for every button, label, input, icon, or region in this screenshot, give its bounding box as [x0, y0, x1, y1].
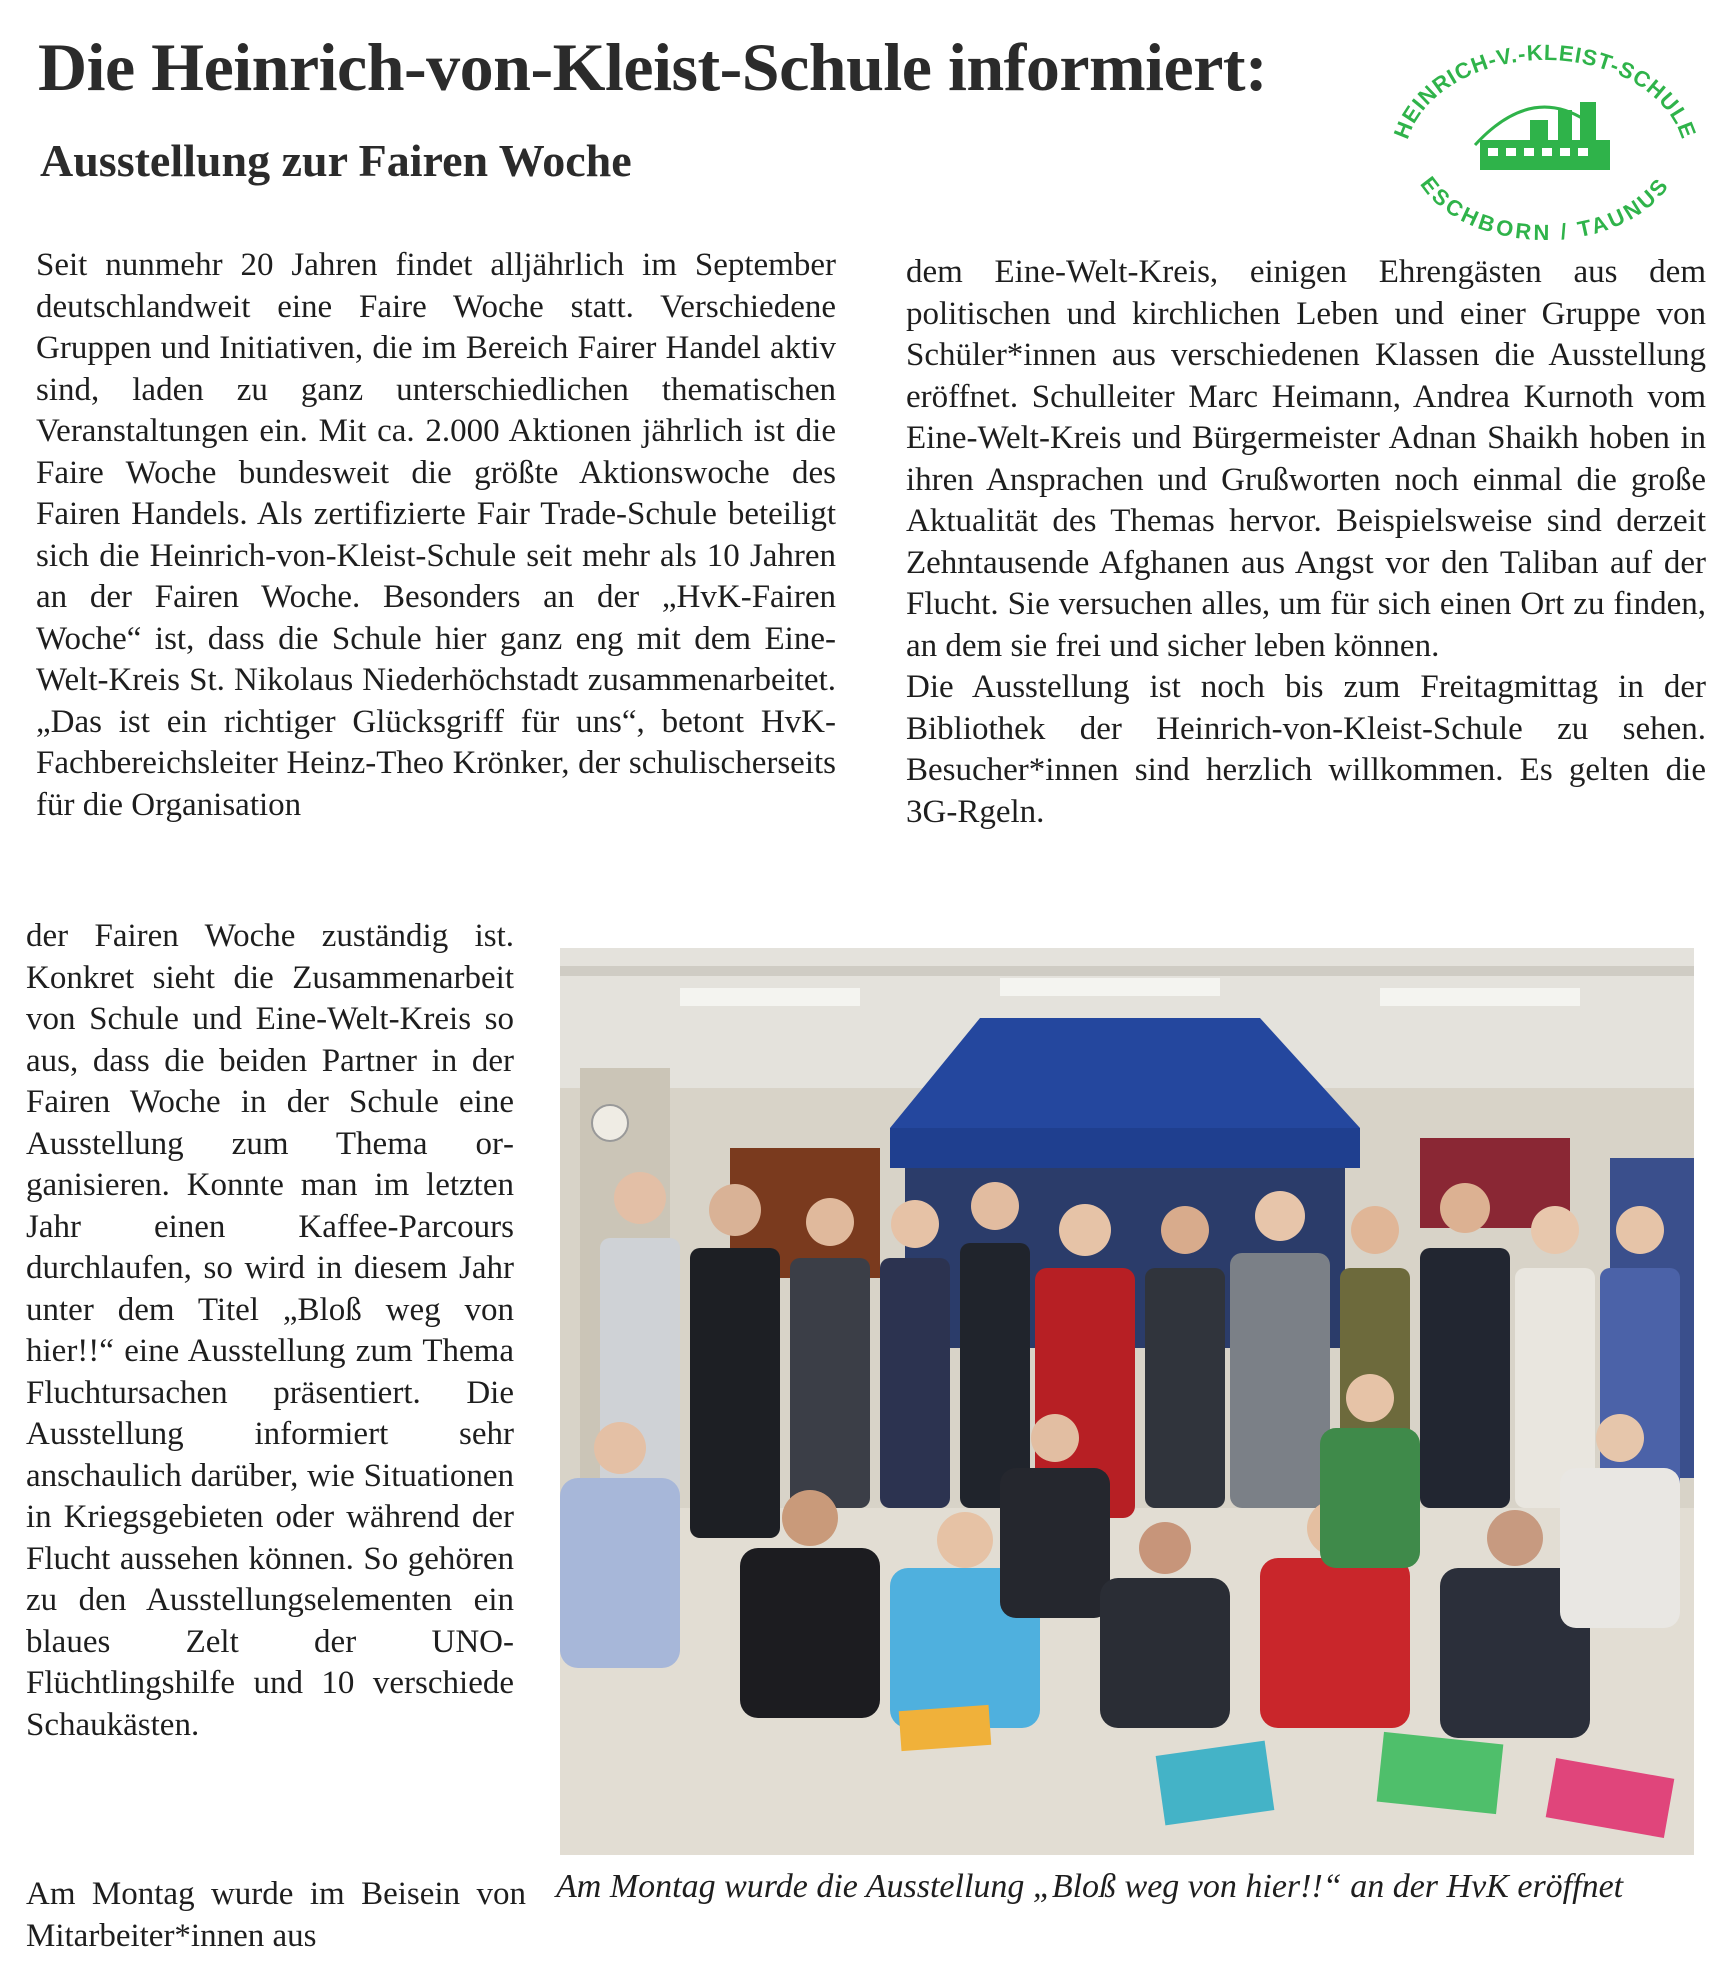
group-photo: [560, 948, 1694, 1855]
subheadline: Ausstellung zur Fairen Woche: [40, 135, 632, 186]
article-column-right: [906, 252, 1706, 833]
logo-bottom-text: ESCHBORN / TAUNUS: [1415, 171, 1675, 240]
logo-top-text: HEINRICH-V.-KLEIST-SCHULE: [1388, 40, 1702, 143]
headline: Die Heinrich-von-Kleist-Schule informiert:: [38, 29, 1268, 105]
article-column-left-narrow: [26, 916, 514, 1746]
article-column-left-top: [36, 245, 836, 826]
school-logo: [1380, 40, 1710, 240]
building-icon: [1475, 102, 1610, 170]
svg-text:ESCHBORN / TAUNUS: [1416, 172, 1675, 240]
article-paragraph: der Fairen Woche zuständig ist. Konkret sieht die Zusammenarbeit von Schule und Eine-Welt-Kreis so aus, dass die beiden Partner in der Fairen Woche in der Schule eine Ausstellung zum Thema organisieren. Konnte man im letzten Jahr einen Kaffee-Parcours durchlaufen, so wird in diesem Jahr unter dem Titel „Bloß weg von hier!!“ eine Ausstellung zum Thema Fluchtursachen präsentiert. Die Ausstellung informiert sehr anschaulich darüber, wie Situationen in Kriegsgebieten oder während der Flucht aussehen können. So gehören zu den Ausstellungselementen ein blaues Zelt der UNO-Flüchtlingshilfe und 10 verschiede Schaukästen.: [26, 918, 514, 1743]
group-photo-illustration: [560, 948, 1694, 1855]
article-column-left-bottom: [26, 1874, 526, 1957]
article-paragraph: dem Eine-Welt-Kreis, einigen Ehrengästen aus dem politischen und kirchlichen Leben und einer Gruppe von Schüler*innen aus verschiedenen Klassen die Ausstellung eröffnet. Schulleiter Marc Heimann, Andrea Kurnoth vom Eine-Welt-Kreis und Bürgermeister Adnan Shaikh hoben in ihren Ansprachen und Grußworten noch einmal die große Aktualität des Themas hervor. Beispielsweise sind derzeit Zehntausende Afghanen aus Angst vor den Taliban auf der Flucht. Sie versuchen alles, um für sich einen Ort zu finden, an dem sie frei und sicher leben können.: [906, 254, 1706, 664]
article-paragraph: Die Ausstellung ist noch bis zum Freitagmittag in der Bibliothek der Heinrich-von-Kleist-Schule zu sehen. Besucher*innen sind herzlich willkommen. Es gelten die 3G-Rgeln.: [906, 669, 1706, 830]
photo-caption: Am Montag wurde die Ausstellung „Bloß weg von hier!!“ an der HvK eröffnet: [556, 1868, 1624, 1905]
article-paragraph: Am Montag wurde im Beisein von Mitarbeiter*innen aus: [26, 1876, 526, 1954]
article-paragraph: Seit nunmehr 20 Jahren findet alljährlich im September deutschlandweit eine Faire Woche statt. Verschiedene Gruppen und Initiativen, die im Bereich Fairer Handel aktiv sind, laden zu ganz unterschiedlichen thematischen Veranstaltungen ein. Mit ca. 2.000 Aktionen jährlich ist die Faire Woche bundesweit die größte Aktionswoche des Fairen Handels. Als zertifizierte Fair Trade-Schule beteiligt sich die Heinrich-von-Kleist-Schule seit mehr als 10 Jahren an der Fairen Woche. Besonders an der „HvK-Fairen Woche“ ist, dass die Schule hier ganz eng mit dem Eine-Welt-Kreis St. Nikolaus Niederhöchstadt zusammenarbeitet. „Das ist ein richtiger Glücksgriff für uns“, betont HvK-Fachbereichsleiter Heinz-Theo Krönker, der schulischerseits für die Organisation: [36, 247, 836, 823]
school-logo-emblem: [1380, 40, 1710, 240]
